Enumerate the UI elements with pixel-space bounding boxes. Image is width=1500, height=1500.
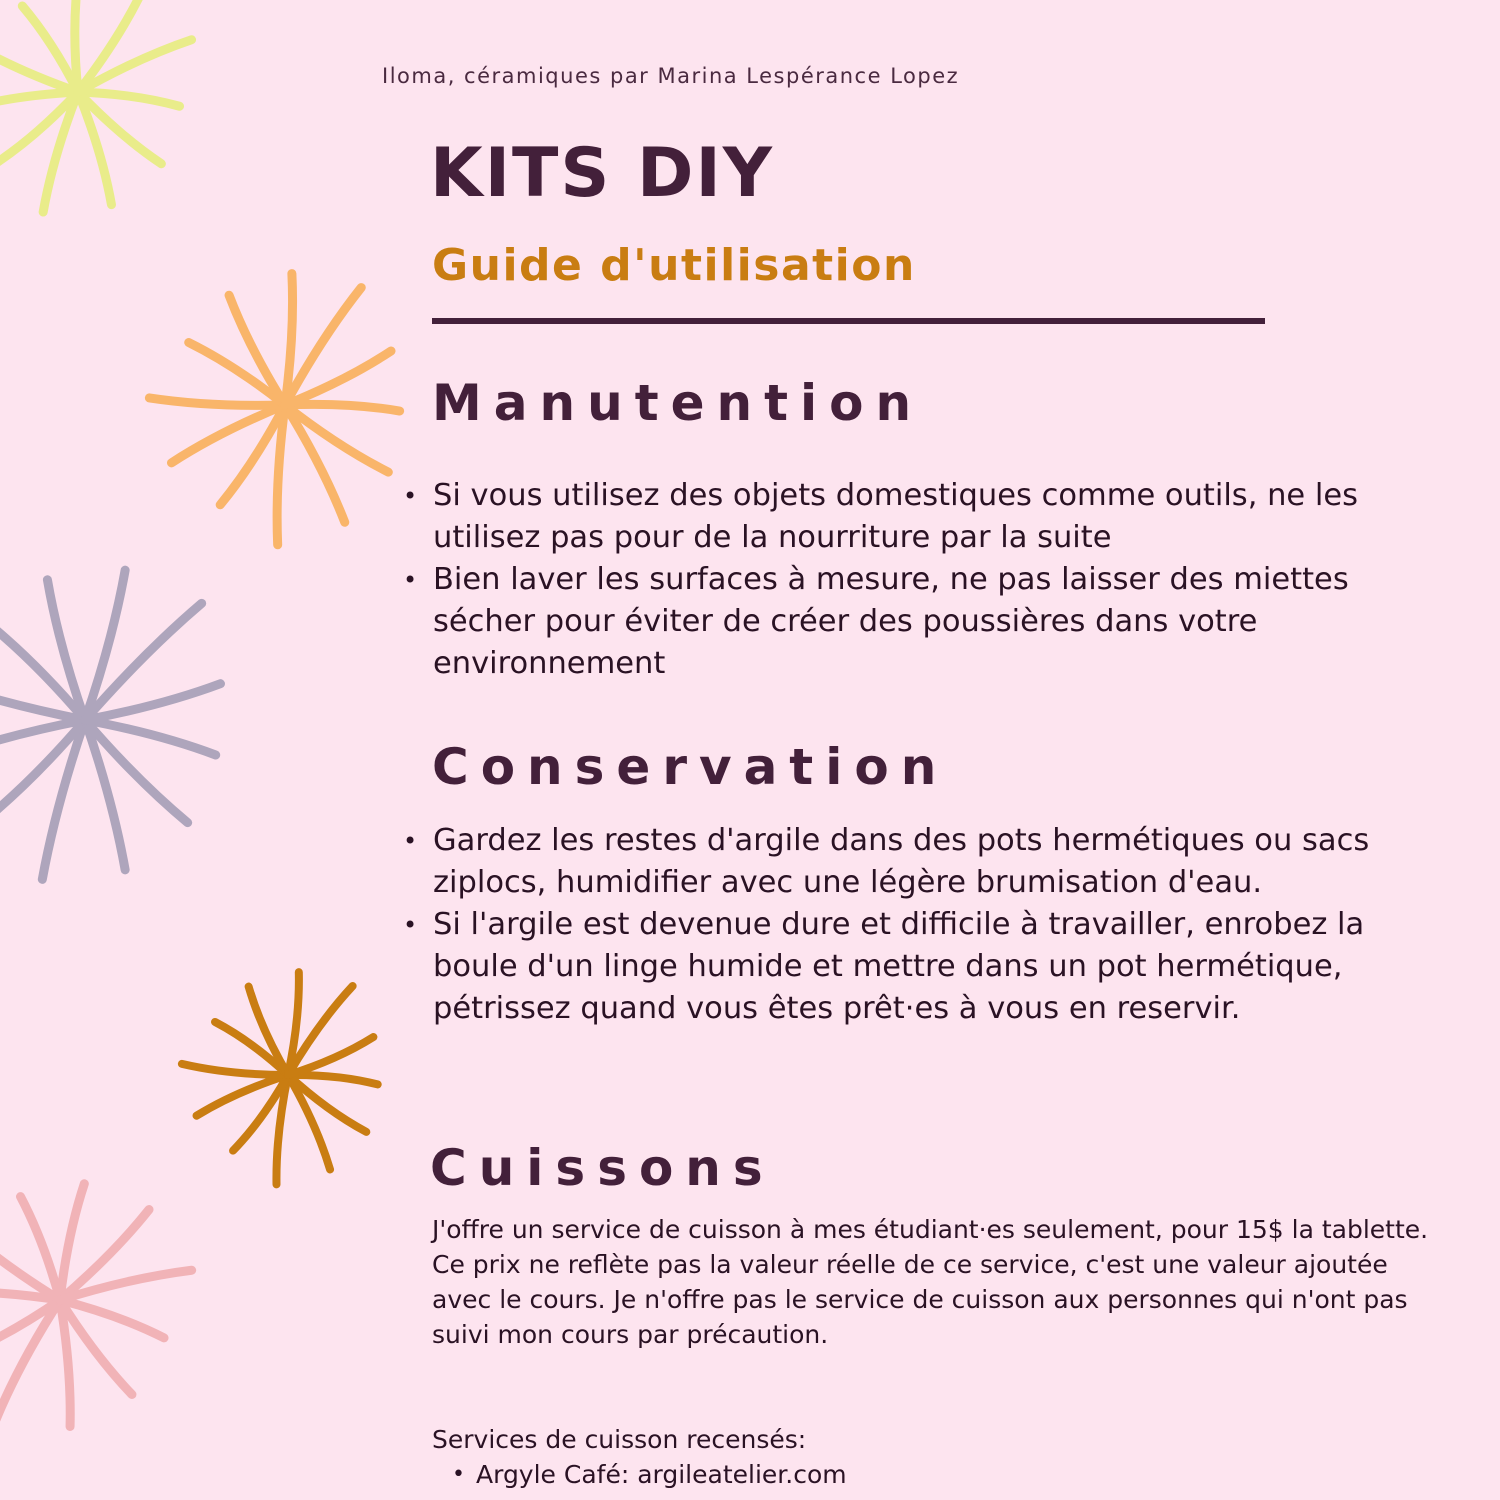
section-title-manutention: Manutention — [432, 374, 924, 432]
list-item: • Bien laver les surfaces à mesure, ne pas laisser des miettes sécher pour éviter de créer des poussières dans votre environnement — [433, 559, 1383, 685]
services-list — [476, 1457, 847, 1492]
list-item: • Argyle Café: argileatelier.com — [476, 1457, 847, 1492]
amber-burst-icon — [182, 972, 378, 1184]
section-title-cuissons: Cuissons — [430, 1139, 775, 1197]
page-subtitle: Guide d'utilisation — [432, 240, 916, 291]
lavender-burst-icon — [0, 570, 220, 879]
burst-ray — [149, 398, 285, 405]
list-item: • Si l'argile est devenue dure et difficile à travailler, enrobez la boule d'un linge humide et mettre dans un pot hermétique, pétrissez quand vous êtes prêt·es à vous en reservir. — [433, 904, 1418, 1030]
title-divider — [432, 318, 1265, 324]
yellow-burst-icon — [0, 0, 192, 212]
page-title: KITS DIY — [430, 134, 775, 213]
section-title-conservation: Conservation — [432, 738, 949, 796]
conservation-list — [433, 820, 1418, 1030]
list-item: • Si vous utilisez des objets domestiques comme outils, ne les utilisez pas pour de la nourriture par la suite — [433, 475, 1383, 559]
header-credit: Iloma, céramiques par Marina Lespérance Lopez — [382, 64, 960, 88]
pink-burst-icon — [0, 1184, 192, 1427]
burst-ray — [285, 404, 400, 411]
cuissons-paragraph: J'offre un service de cuisson à mes étudiant·es seulement, pour 15$ la tablette. Ce prix ne reflète pas la valeur réelle de ce service, c'est une valeur ajoutée avec le cours. Je n'offre pas le service de cuisson aux personnes qui n'ont pas suivi mon cours par précaution. — [432, 1215, 1429, 1349]
manutention-list — [433, 475, 1383, 685]
burst-ray — [75, 0, 78, 92]
orange-burst-icon — [149, 274, 399, 545]
services-heading: Services de cuisson recensés: — [432, 1425, 807, 1454]
list-item: • Gardez les restes d'argile dans des pots hermétiques ou sacs ziplocs, humidifier avec une légère brumisation d'eau. — [433, 820, 1418, 904]
